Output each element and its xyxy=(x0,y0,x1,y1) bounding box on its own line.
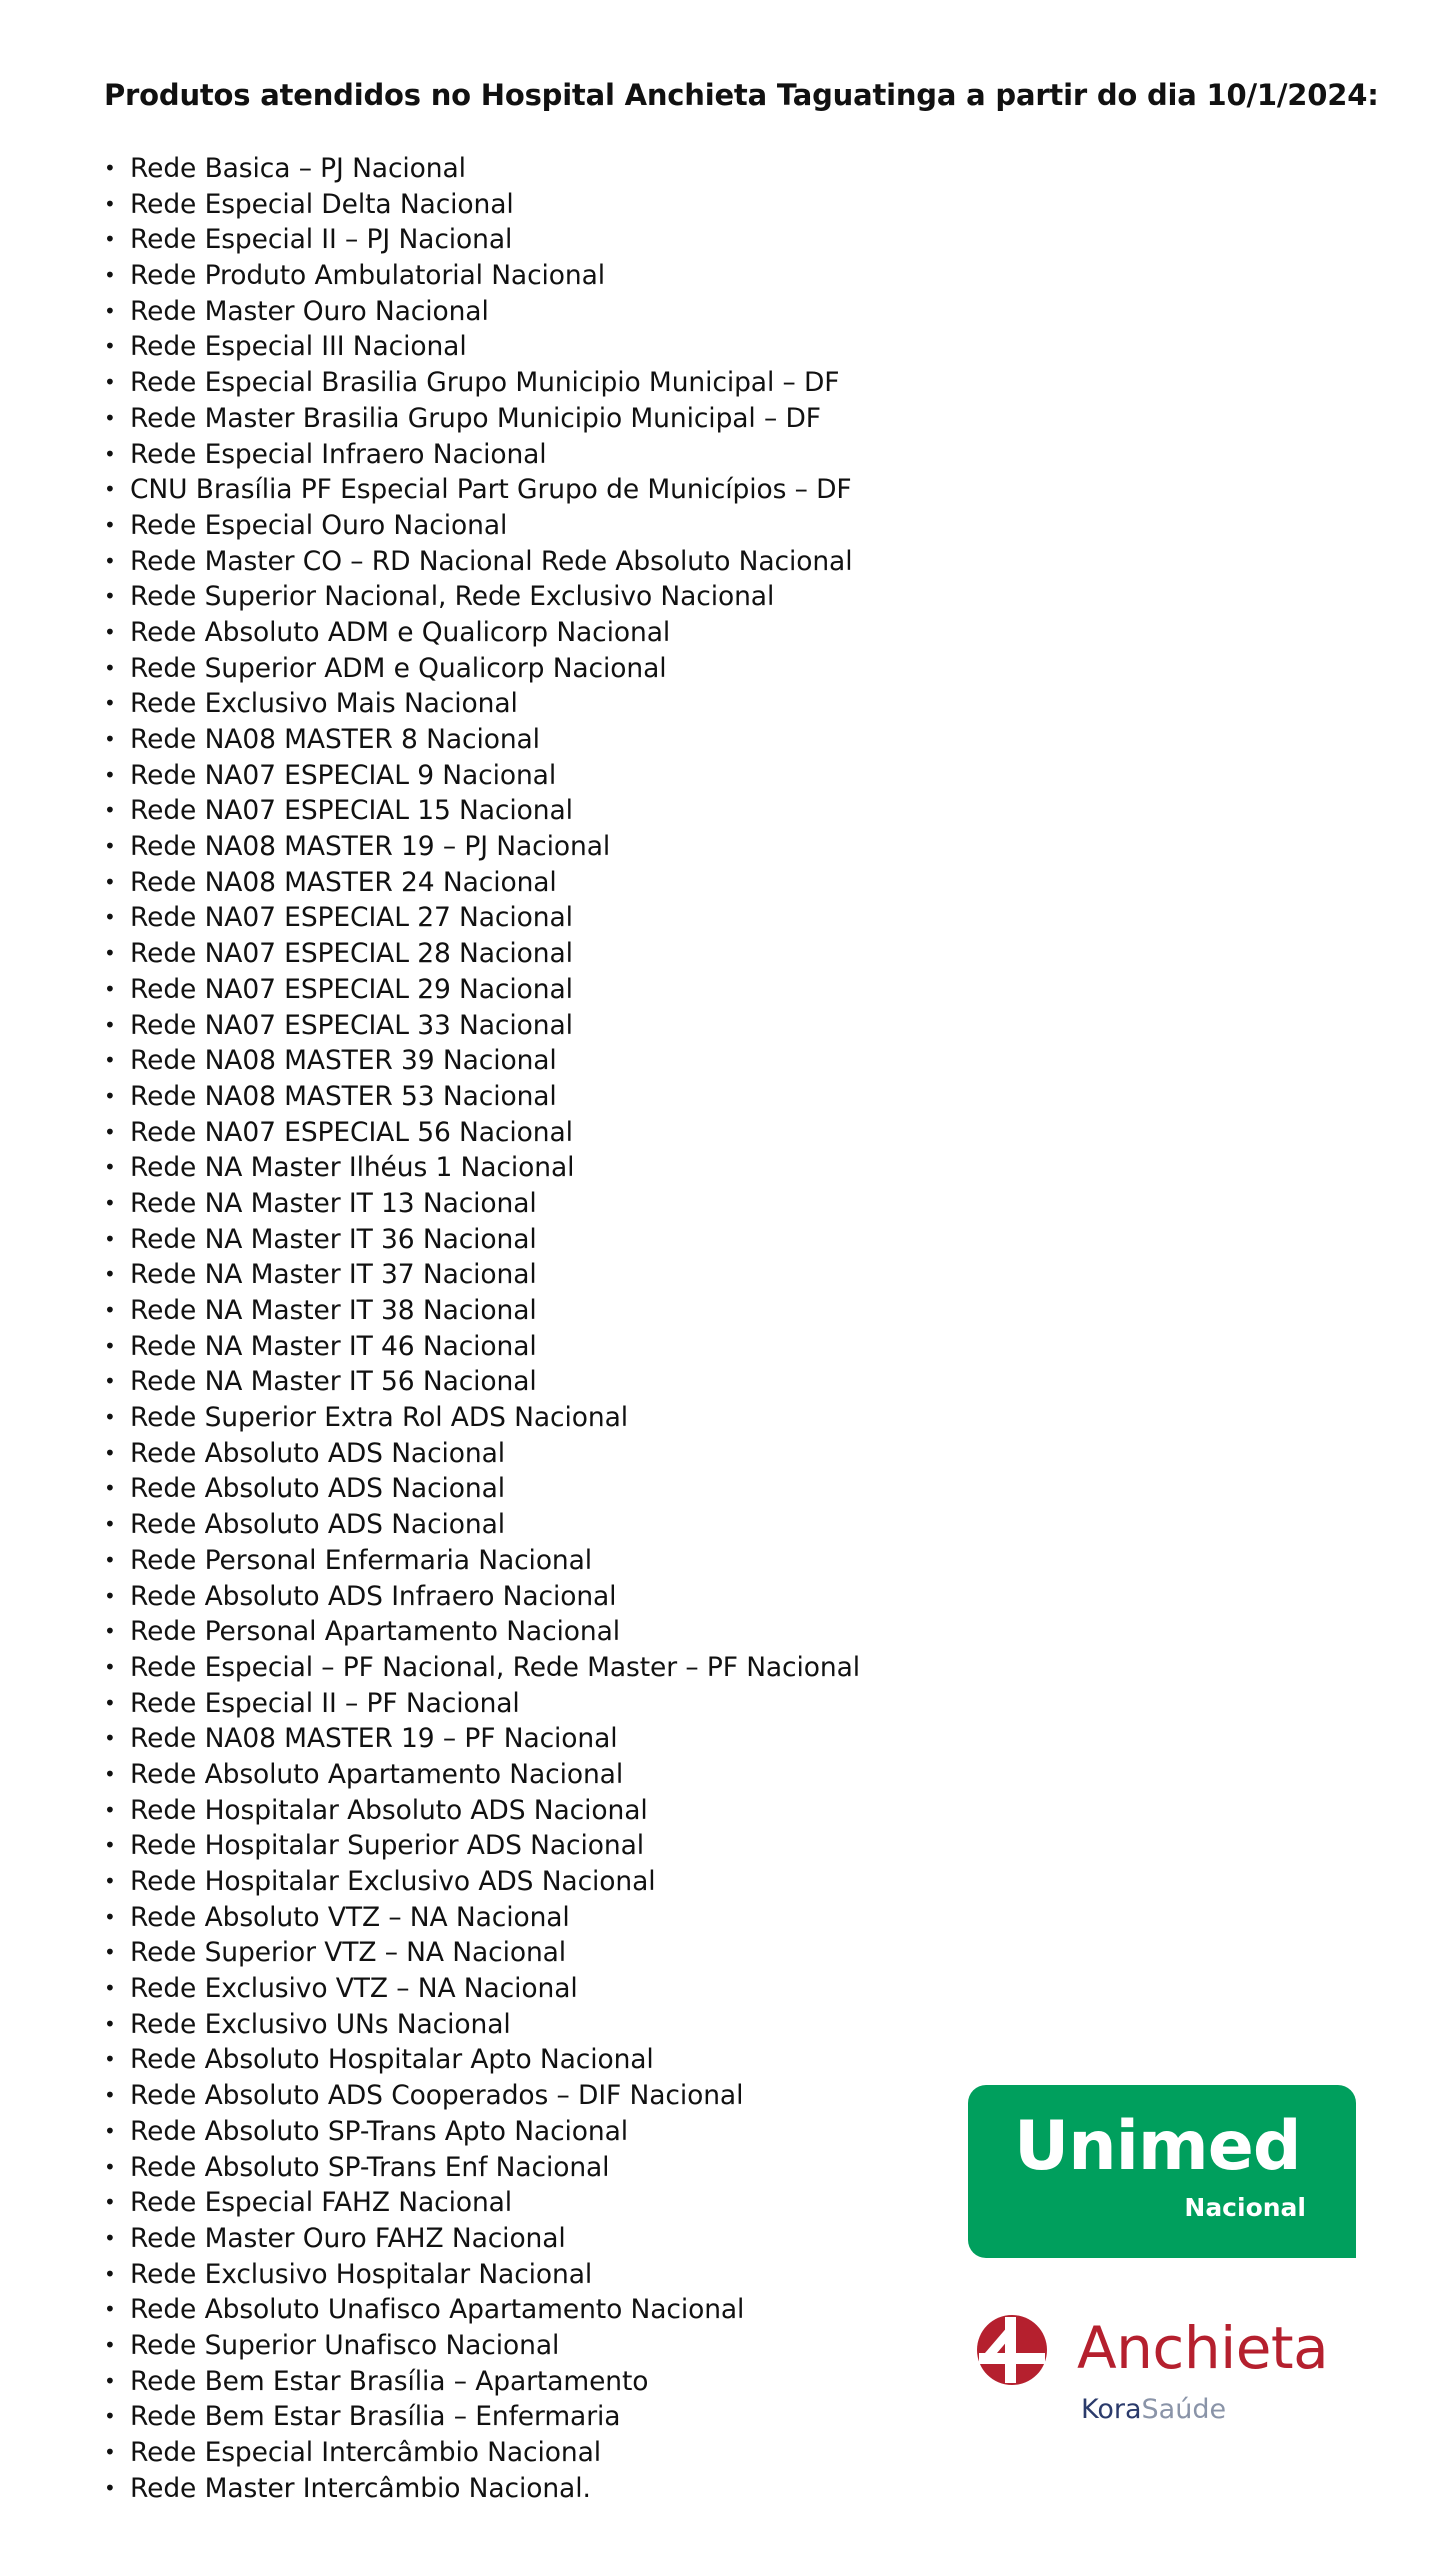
bullet-icon: • xyxy=(104,334,116,359)
list-item xyxy=(104,936,860,972)
list-item xyxy=(104,1864,860,1900)
product-name: Rede Absoluto ADS Nacional xyxy=(130,1473,506,1505)
product-name: Rede Especial III Nacional xyxy=(130,331,467,363)
product-name: Rede Especial – PF Nacional, Rede Master – PF Nacional xyxy=(130,1651,861,1683)
product-name: Rede NA Master Ilhéus 1 Nacional xyxy=(130,1152,575,1184)
list-item xyxy=(104,2435,860,2471)
list-item xyxy=(104,758,860,794)
bullet-icon: • xyxy=(104,1155,116,1180)
bullet-icon: • xyxy=(104,2297,116,2322)
list-item xyxy=(104,2292,860,2328)
product-name: Rede Especial Intercâmbio Nacional xyxy=(130,2437,601,2468)
list-item xyxy=(104,2150,860,2186)
bullet-icon: • xyxy=(104,298,116,323)
list-item xyxy=(104,2078,860,2114)
bullet-icon: • xyxy=(104,1333,116,1358)
product-name: Rede Especial II – PJ Nacional xyxy=(130,224,513,256)
bullet-icon: • xyxy=(104,1583,116,1608)
list-item xyxy=(104,222,860,258)
product-name: Rede Absoluto SP-Trans Apto Nacional xyxy=(130,2115,629,2147)
bullet-icon: • xyxy=(104,1440,116,1465)
bullet-icon: • xyxy=(104,1119,116,1144)
anchieta-tagline-saude: Saúde xyxy=(1141,2394,1227,2425)
bullet-icon: • xyxy=(104,2083,116,2108)
list-item xyxy=(104,1400,860,1436)
list-item xyxy=(104,1257,860,1293)
product-name: Rede NA Master IT 46 Nacional xyxy=(130,1330,537,1362)
bullet-icon: • xyxy=(104,834,116,859)
bullet-icon: • xyxy=(104,869,116,894)
bullet-icon: • xyxy=(104,2475,116,2500)
bullet-icon: • xyxy=(104,1726,116,1751)
list-item xyxy=(104,1150,860,1186)
bullet-icon: • xyxy=(104,1048,116,1073)
product-name: Rede NA07 ESPECIAL 56 Nacional xyxy=(130,1116,573,1148)
product-name: Rede NA08 MASTER 53 Nacional xyxy=(130,1080,557,1112)
bullet-icon: • xyxy=(104,941,116,966)
list-item xyxy=(104,1471,860,1507)
bullet-icon: • xyxy=(104,1298,116,1322)
product-name: Rede Produto Ambulatorial Nacional xyxy=(130,260,606,292)
bullet-icon: • xyxy=(104,227,116,252)
product-name: Rede Basica – PJ Nacional xyxy=(130,153,466,184)
bullet-icon: • xyxy=(104,1512,116,1537)
bullet-icon: • xyxy=(104,1797,116,1822)
bullet-icon: • xyxy=(104,2118,116,2143)
list-item xyxy=(104,1043,860,1079)
list-item xyxy=(104,1222,860,1258)
product-name: Rede Bem Estar Brasília – Apartamento xyxy=(130,2365,649,2397)
list-item xyxy=(104,1757,860,1793)
bullet-icon: • xyxy=(104,762,116,787)
bullet-icon: • xyxy=(104,548,116,573)
product-name: Rede Superior Extra Rol ADS Nacional xyxy=(130,1402,628,1434)
list-item xyxy=(104,1543,860,1579)
product-name: Rede NA08 MASTER 39 Nacional xyxy=(130,1045,557,1077)
bullet-icon: • xyxy=(104,2332,116,2357)
unimed-logo-subtitle: Nacional xyxy=(1184,2193,1306,2222)
product-name: Rede NA Master IT 38 Nacional xyxy=(130,1295,537,1326)
bullet-icon: • xyxy=(104,2261,116,2286)
bullet-icon: • xyxy=(104,263,116,288)
anchieta-logo xyxy=(975,2310,1375,2430)
product-name: Rede NA07 ESPECIAL 28 Nacional xyxy=(130,938,573,970)
unimed-logo xyxy=(968,2085,1356,2258)
list-item xyxy=(104,686,860,722)
bullet-icon: • xyxy=(104,477,116,502)
list-item xyxy=(104,329,860,365)
list-item xyxy=(104,2399,860,2435)
bullet-icon: • xyxy=(104,1262,116,1287)
list-item xyxy=(104,1293,860,1329)
product-name: Rede Especial Ouro Nacional xyxy=(130,509,508,541)
list-item xyxy=(104,2114,860,2150)
product-name: Rede Superior VTZ – NA Nacional xyxy=(130,1937,567,1969)
product-name: Rede Especial FAHZ Nacional xyxy=(130,2187,513,2219)
product-name: Rede NA07 ESPECIAL 33 Nacional xyxy=(130,1009,573,1041)
product-name: Rede Especial Brasilia Grupo Municipio Municipal – DF xyxy=(130,367,840,399)
list-item xyxy=(104,151,860,187)
list-item xyxy=(104,1079,860,1115)
list-item xyxy=(104,365,860,401)
bullet-icon: • xyxy=(104,156,116,180)
list-item xyxy=(104,187,860,223)
product-name: Rede Superior Nacional, Rede Exclusivo Nacional xyxy=(130,581,775,613)
list-item xyxy=(104,258,860,294)
product-name: Rede Absoluto ADS Nacional xyxy=(130,1509,506,1541)
list-item xyxy=(104,1650,860,1686)
list-item xyxy=(104,2185,860,2221)
bullet-icon: • xyxy=(104,1976,116,2001)
bullet-icon: • xyxy=(104,905,116,930)
product-name: Rede Personal Apartamento Nacional xyxy=(130,1616,621,1648)
product-name: Rede Exclusivo UNs Nacional xyxy=(130,2008,511,2040)
list-item xyxy=(104,1721,860,1757)
bullet-icon: • xyxy=(104,1083,116,1108)
bullet-icon: • xyxy=(104,191,116,216)
list-item xyxy=(104,294,860,330)
list-item xyxy=(104,1614,860,1650)
list-item xyxy=(104,544,860,580)
product-name: Rede Especial Infraero Nacional xyxy=(130,438,547,470)
list-item xyxy=(104,2042,860,2078)
unimed-logo-name: Unimed xyxy=(1014,2107,1301,2186)
list-item xyxy=(104,1507,860,1543)
product-name: Rede Master Ouro Nacional xyxy=(130,295,489,327)
list-item xyxy=(104,1579,860,1615)
bullet-icon: • xyxy=(104,619,116,644)
bullet-icon: • xyxy=(104,1940,116,1965)
bullet-icon: • xyxy=(104,1833,116,1858)
product-name: Rede NA Master IT 36 Nacional xyxy=(130,1223,537,1255)
list-item xyxy=(104,437,860,473)
bullet-icon: • xyxy=(104,727,116,751)
product-name: CNU Brasília PF Especial Part Grupo de Municípios – DF xyxy=(130,474,852,506)
bullet-icon: • xyxy=(104,2011,116,2036)
product-name: Rede Master Ouro FAHZ Nacional xyxy=(130,2222,566,2254)
product-name: Rede Superior ADM e Qualicorp Nacional xyxy=(130,652,667,684)
bullet-icon: • xyxy=(104,1654,116,1679)
list-item xyxy=(104,615,860,651)
product-name: Rede Absoluto ADM e Qualicorp Nacional xyxy=(130,616,671,648)
bullet-icon: • xyxy=(104,691,116,716)
bullet-icon: • xyxy=(104,370,116,395)
anchieta-tagline-kora: Kora xyxy=(1081,2394,1142,2425)
list-item xyxy=(104,1329,860,1365)
product-name: Rede Master Brasilia Grupo Municipio Municipal – DF xyxy=(130,402,821,434)
product-name: Rede Absoluto Apartamento Nacional xyxy=(130,1758,624,1790)
bullet-icon: • xyxy=(104,1761,116,1786)
product-name: Rede Hospitalar Superior ADS Nacional xyxy=(130,1830,644,1862)
product-name: Rede Absoluto VTZ – NA Nacional xyxy=(130,1901,570,1933)
list-item xyxy=(104,2257,860,2293)
product-list xyxy=(104,151,860,2506)
list-item xyxy=(104,2471,860,2507)
bullet-icon: • xyxy=(104,798,116,823)
bullet-icon: • xyxy=(104,1869,116,1893)
list-item xyxy=(104,1436,860,1472)
product-name: Rede NA Master IT 37 Nacional xyxy=(130,1259,537,1291)
product-name: Rede Master Intercâmbio Nacional. xyxy=(130,2472,591,2504)
bullet-icon: • xyxy=(104,1190,116,1215)
bullet-icon: • xyxy=(104,2404,116,2429)
list-item xyxy=(104,722,860,758)
bullet-icon: • xyxy=(104,584,116,609)
list-item xyxy=(104,472,860,508)
anchieta-logo-tagline xyxy=(1081,2394,1226,2425)
bullet-icon: • xyxy=(104,2440,116,2464)
list-item xyxy=(104,579,860,615)
product-name: Rede NA Master IT 13 Nacional xyxy=(130,1187,537,1219)
list-item xyxy=(104,1935,860,1971)
list-item xyxy=(104,2364,860,2400)
list-item xyxy=(104,1364,860,1400)
list-item xyxy=(104,1900,860,1936)
list-item xyxy=(104,2328,860,2364)
list-item xyxy=(104,829,860,865)
anchieta-logo-name: Anchieta xyxy=(1077,2314,1329,2382)
bullet-icon: • xyxy=(104,1369,116,1394)
product-name: Rede Hospitalar Absoluto ADS Nacional xyxy=(130,1794,648,1826)
list-item xyxy=(104,651,860,687)
product-name: Rede Exclusivo Mais Nacional xyxy=(130,688,518,720)
product-name: Rede NA08 MASTER 24 Nacional xyxy=(130,866,557,898)
list-item xyxy=(104,865,860,901)
bullet-icon: • xyxy=(104,2190,116,2215)
product-name: Rede NA Master IT 56 Nacional xyxy=(130,1366,537,1398)
bullet-icon: • xyxy=(104,2154,116,2179)
product-name: Rede Absoluto Unafisco Apartamento Nacional xyxy=(130,2294,745,2326)
list-item xyxy=(104,2007,860,2043)
product-name: Rede NA07 ESPECIAL 9 Nacional xyxy=(130,759,557,791)
product-name: Rede Personal Enfermaria Nacional xyxy=(130,1544,593,1576)
product-name: Rede Especial II – PF Nacional xyxy=(130,1687,520,1719)
product-name: Rede Exclusivo VTZ – NA Nacional xyxy=(130,1973,578,2005)
bullet-icon: • xyxy=(104,976,116,1001)
product-name: Rede NA08 MASTER 8 Nacional xyxy=(130,724,540,755)
product-name: Rede NA08 MASTER 19 – PJ Nacional xyxy=(130,831,611,863)
bullet-icon: • xyxy=(104,2368,116,2393)
product-name: Rede Absoluto ADS Nacional xyxy=(130,1437,506,1469)
bullet-icon: • xyxy=(104,1619,116,1644)
product-name: Rede Bem Estar Brasília – Enfermaria xyxy=(130,2401,621,2433)
product-name: Rede NA07 ESPECIAL 27 Nacional xyxy=(130,902,573,934)
list-item xyxy=(104,1008,860,1044)
bullet-icon: • xyxy=(104,2225,116,2250)
list-item xyxy=(104,1686,860,1722)
anchieta-cross-circle-icon xyxy=(975,2313,1049,2387)
product-name: Rede Exclusivo Hospitalar Nacional xyxy=(130,2258,593,2290)
product-name: Rede NA08 MASTER 19 – PF Nacional xyxy=(130,1723,618,1755)
list-item xyxy=(104,1115,860,1151)
bullet-icon: • xyxy=(104,1904,116,1929)
product-name: Rede Absoluto ADS Infraero Nacional xyxy=(130,1580,617,1612)
bullet-icon: • xyxy=(104,1690,116,1715)
bullet-icon: • xyxy=(104,2047,116,2072)
list-item xyxy=(104,2221,860,2257)
product-name: Rede Absoluto ADS Cooperados – DIF Nacional xyxy=(130,2080,744,2112)
bullet-icon: • xyxy=(104,1547,116,1572)
product-name: Rede Especial Delta Nacional xyxy=(130,188,514,220)
product-name: Rede Master CO – RD Nacional Rede Absoluto Nacional xyxy=(130,545,853,577)
product-name: Rede NA07 ESPECIAL 15 Nacional xyxy=(130,795,573,827)
product-name: Rede Absoluto Hospitalar Apto Nacional xyxy=(130,2044,654,2076)
product-name: Rede NA07 ESPECIAL 29 Nacional xyxy=(130,973,573,1005)
bullet-icon: • xyxy=(104,1012,116,1037)
bullet-icon: • xyxy=(104,655,116,680)
list-item xyxy=(104,401,860,437)
bullet-icon: • xyxy=(104,441,116,466)
bullet-icon: • xyxy=(104,1476,116,1501)
list-item xyxy=(104,900,860,936)
list-item xyxy=(104,793,860,829)
page-title: Produtos atendidos no Hospital Anchieta Taguatinga a partir do dia 10/1/2024: xyxy=(104,78,1379,112)
product-name: Rede Absoluto SP-Trans Enf Nacional xyxy=(130,2151,610,2183)
list-item xyxy=(104,1971,860,2007)
product-name: Rede Superior Unafisco Nacional xyxy=(130,2329,560,2361)
bullet-icon: • xyxy=(104,1226,116,1251)
list-item xyxy=(104,1186,860,1222)
bullet-icon: • xyxy=(104,1405,116,1430)
bullet-icon: • xyxy=(104,512,116,537)
bullet-icon: • xyxy=(104,405,116,430)
list-item xyxy=(104,508,860,544)
list-item xyxy=(104,1793,860,1829)
list-item xyxy=(104,972,860,1008)
product-name: Rede Hospitalar Exclusivo ADS Nacional xyxy=(130,1866,656,1897)
list-item xyxy=(104,1828,860,1864)
